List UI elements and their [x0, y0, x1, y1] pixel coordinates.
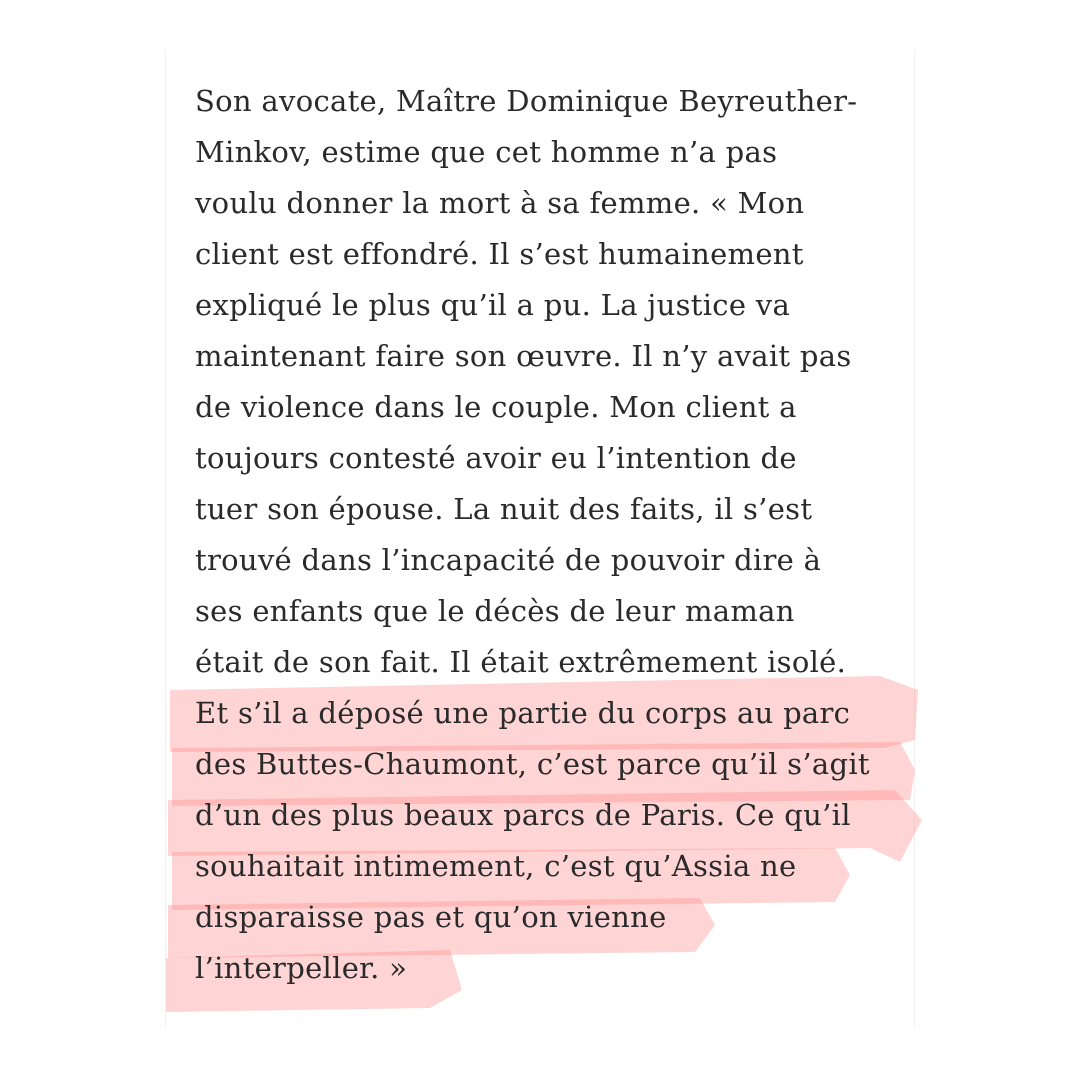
text-line: de violence dans le couple. Mon client a [195, 390, 797, 424]
text-line: maintenant faire son œuvre. Il n’y avait pas [195, 339, 852, 373]
highlighted-text-line: disparaisse pas et qu’on vienne [195, 900, 667, 934]
text-line: client est effondré. Il s’est humainement [195, 237, 804, 271]
text-line: voulu donner la mort à sa femme. « Mon [195, 186, 805, 220]
text-line: toujours contesté avoir eu l’intention de [195, 441, 797, 475]
highlighted-text-line: des Buttes-Chaumont, c’est parce qu’il s’agit [195, 747, 870, 781]
text-line: Son avocate, Maître Dominique Beyreuther- [195, 84, 858, 118]
text-line: trouvé dans l’incapacité de pouvoir dire à [195, 543, 822, 577]
text-line: était de son fait. Il était extrêmement isolé. [195, 645, 847, 679]
highlighted-text-line: d’un des plus beaux parcs de Paris. Ce qu’il [195, 798, 851, 832]
highlighted-text-line: Et s’il a déposé une partie du corps au parc [195, 696, 851, 730]
highlighted-text-line: souhaitait intimement, c’est qu’Assia ne [195, 849, 797, 883]
text-line: tuer son épouse. La nuit des faits, il s’est [195, 492, 813, 526]
text-line: Minkov, estime que cet homme n’a pas [195, 135, 778, 169]
text-line: expliqué le plus qu’il a pu. La justice va [195, 288, 791, 322]
text-line: ses enfants que le décès de leur maman [195, 594, 795, 628]
highlighted-text-line: l’interpeller. » [195, 951, 408, 985]
article-body [195, 76, 895, 994]
